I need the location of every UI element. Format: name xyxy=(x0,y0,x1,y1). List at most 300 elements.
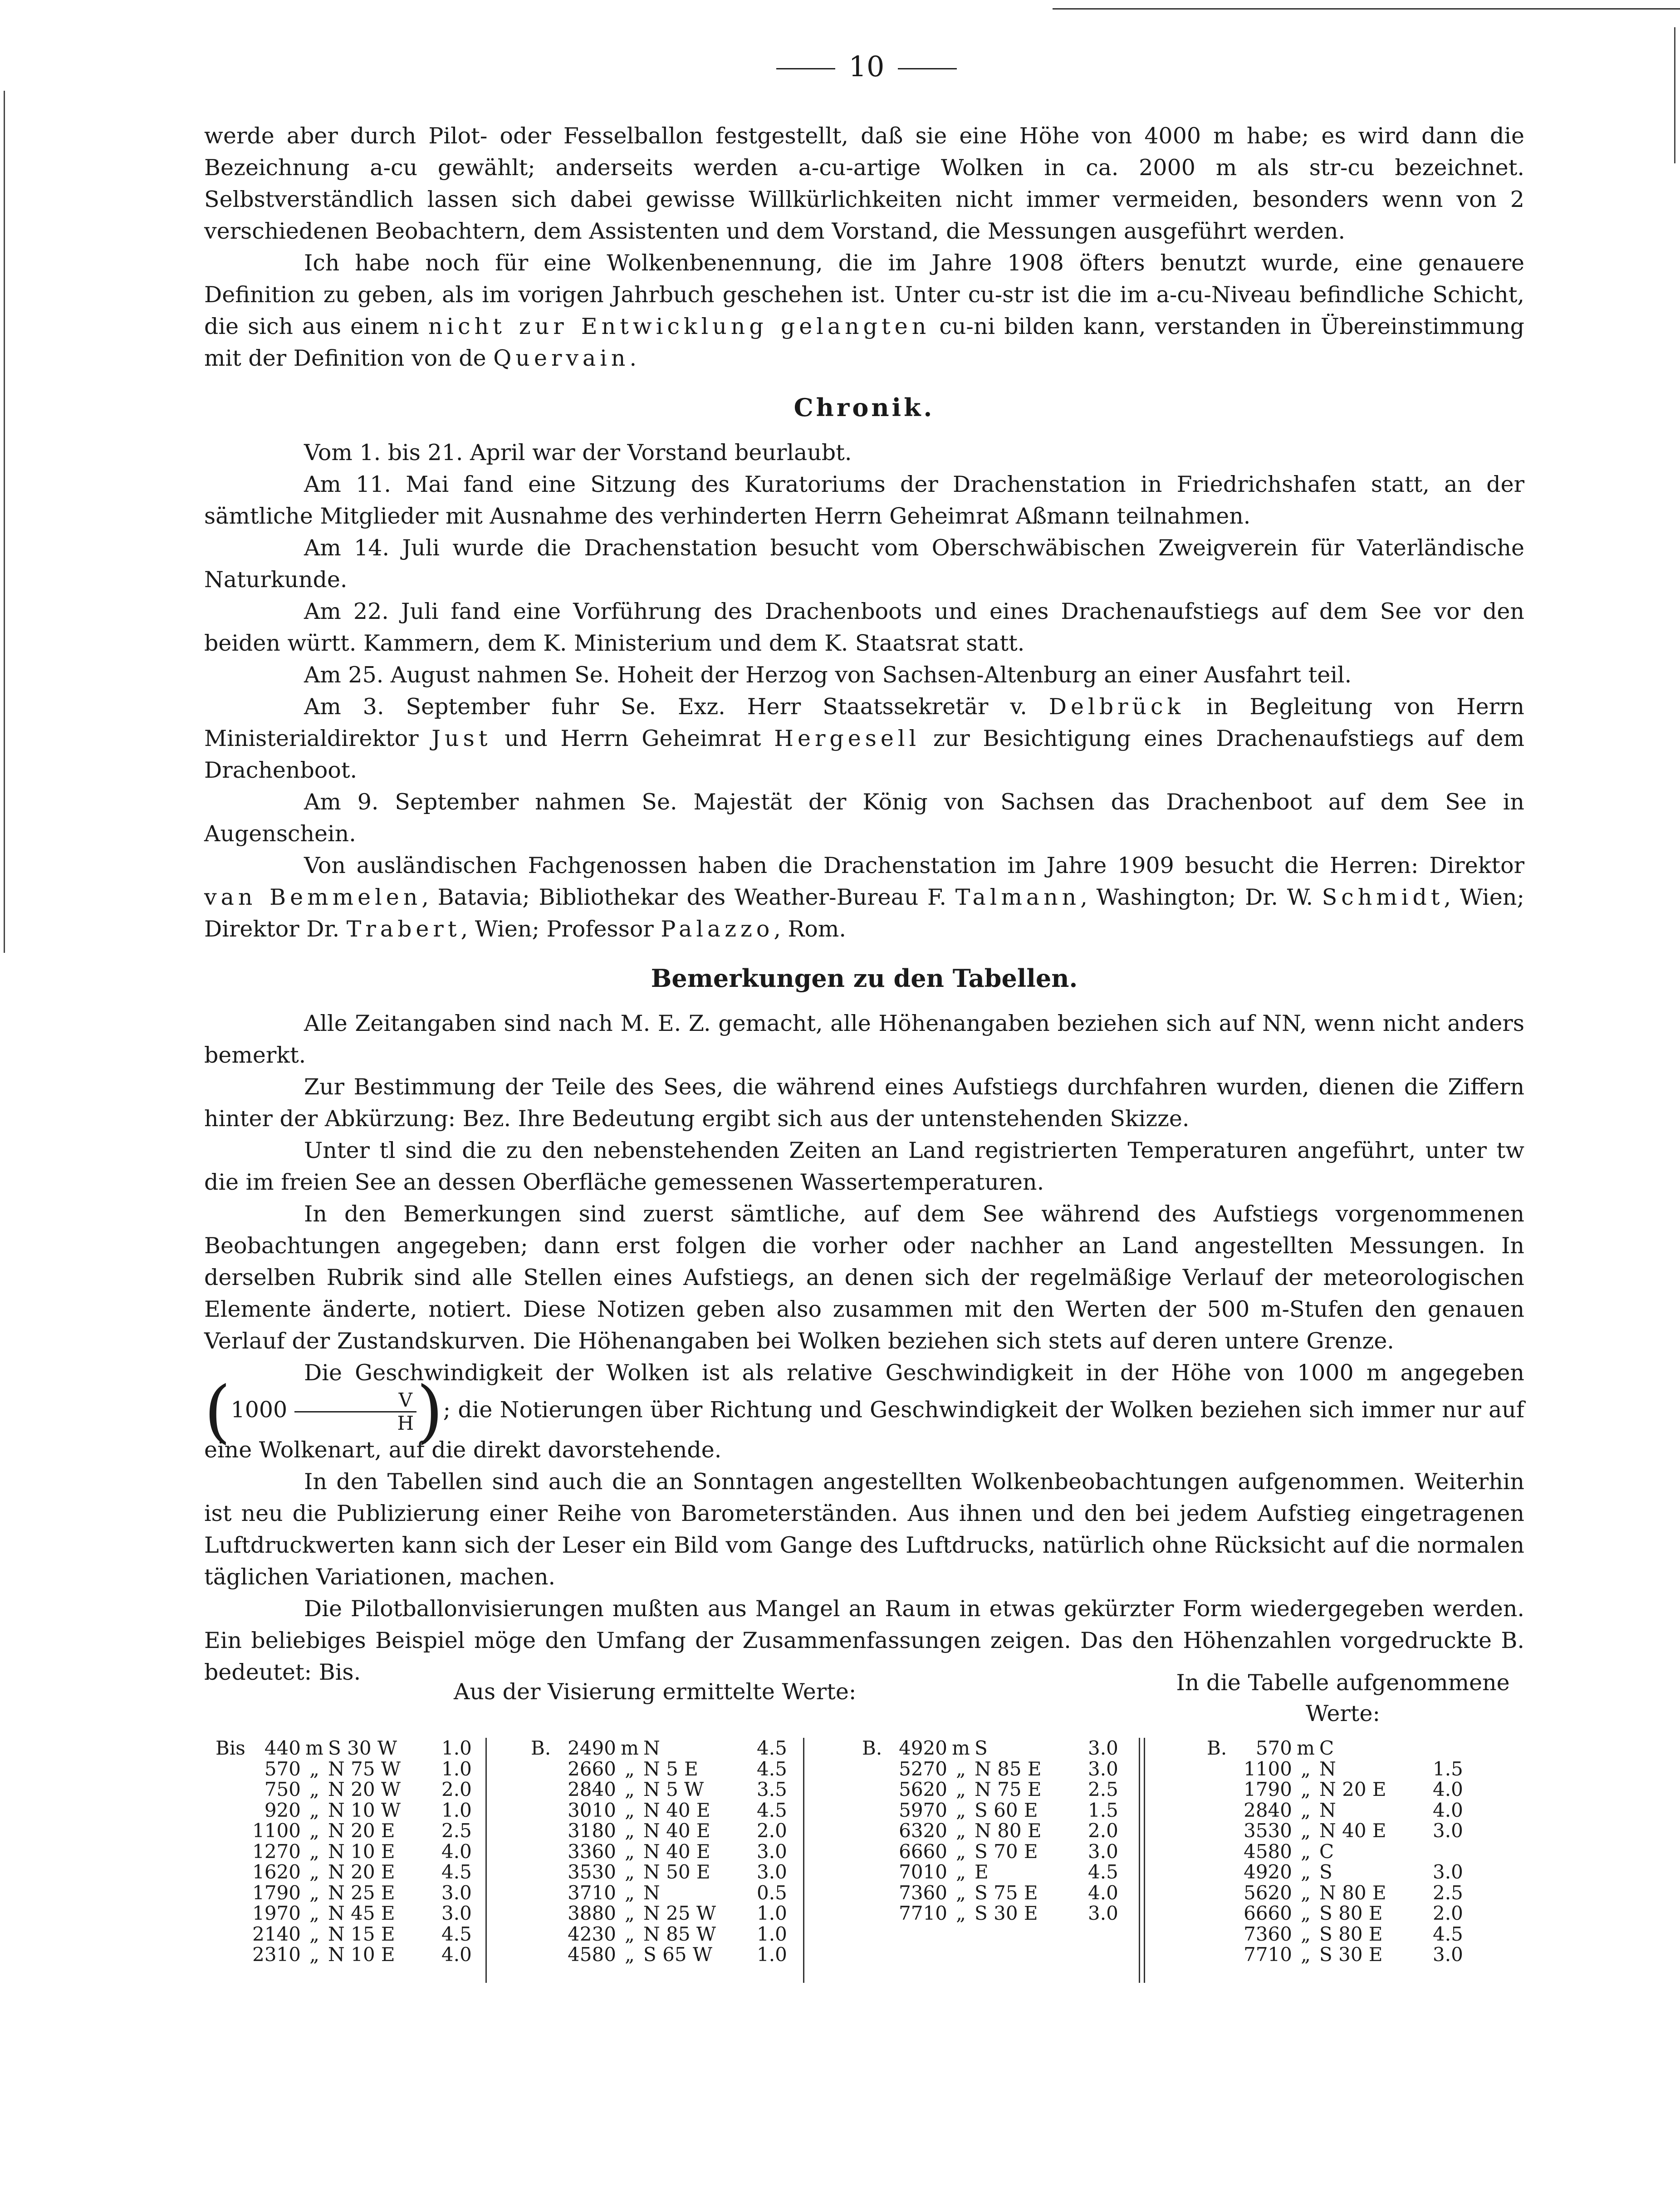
height-value: 7360 xyxy=(899,1881,947,1904)
direction-value: S 70 E xyxy=(975,1840,1038,1863)
height-value: 1100 xyxy=(1244,1757,1292,1780)
unit-mark: „ xyxy=(625,1922,635,1945)
height-value: 5620 xyxy=(1244,1881,1292,1904)
unit-mark: „ xyxy=(625,1840,635,1863)
chronik-p8-name-2: Talmann xyxy=(955,884,1081,910)
row-prefix xyxy=(216,1924,251,1945)
direction-value: N 40 E xyxy=(643,1799,710,1821)
unit-mark: „ xyxy=(1301,1943,1311,1966)
speed-value: 1.0 xyxy=(757,1922,787,1945)
column-separator-2 xyxy=(803,1738,804,1983)
height-value: 2490 xyxy=(568,1737,616,1759)
height-value: 3530 xyxy=(568,1861,616,1883)
row-prefix xyxy=(862,1903,897,1924)
direction-value: C xyxy=(1319,1840,1334,1863)
direction-value: N 5 E xyxy=(643,1757,698,1780)
chronik-p6-b: in Begleitung von Herrn Ministerialdirektor xyxy=(204,694,1524,751)
row-prefix xyxy=(862,1883,897,1903)
tabelle-title-line-2: Werte: xyxy=(1306,1701,1380,1726)
chronik-p8-name-5: Palazzo xyxy=(661,916,774,942)
table-row xyxy=(216,1944,487,1965)
direction-value: S 30 E xyxy=(1319,1943,1383,1966)
height-value: 4920 xyxy=(1244,1861,1292,1883)
intro-paragraph-2 xyxy=(204,247,1524,374)
table-row xyxy=(1207,1738,1478,1759)
unit-mark: „ xyxy=(1301,1840,1311,1863)
height-value: 3530 xyxy=(1244,1819,1292,1842)
bemerkungen-heading: Bemerkungen zu den Tabellen. xyxy=(651,964,1078,993)
table-row xyxy=(862,1738,1133,1759)
row-prefix xyxy=(531,1779,566,1800)
direction-value: N 40 E xyxy=(643,1840,710,1863)
row-prefix xyxy=(862,1779,897,1800)
unit-mark: „ xyxy=(956,1819,966,1842)
speed-value xyxy=(1433,1841,1478,1862)
speed-value xyxy=(1433,1738,1478,1759)
unit-mark: „ xyxy=(309,1861,319,1883)
direction-value: N 15 E xyxy=(328,1922,395,1945)
unit-mark: „ xyxy=(309,1943,319,1966)
main-text xyxy=(204,120,1524,1688)
speed-value: 1.0 xyxy=(441,1757,472,1780)
height-value: 1790 xyxy=(252,1881,301,1904)
table-row xyxy=(216,1738,487,1759)
speed-value: 3.0 xyxy=(757,1840,787,1863)
speed-value: 3.0 xyxy=(1088,1902,1118,1924)
speed-value: 3.0 xyxy=(1088,1757,1118,1780)
direction-value: S 75 E xyxy=(975,1881,1038,1904)
height-value: 5970 xyxy=(899,1799,947,1821)
speed-value: 1.0 xyxy=(757,1943,787,1966)
direction-value: N 5 W xyxy=(643,1778,704,1800)
chronik-p8-d: , Wien; Direktor Dr. xyxy=(204,884,1524,942)
speed-value: 3.0 xyxy=(1433,1819,1463,1842)
unit-mark: m xyxy=(1297,1737,1315,1759)
unit-mark: „ xyxy=(956,1902,966,1924)
bemerkungen-paragraph-3: Unter tl sind die zu den nebenstehenden Zeiten an Land registrierten Temperaturen angeführt, unter tw die im freien See an dessen Oberfläche gemessenen Wassertemperaturen. xyxy=(204,1138,1524,1195)
row-prefix xyxy=(1207,1820,1242,1841)
chronik-p8-a: Von ausländischen Fachgenossen haben die Drachenstation im Jahre 1909 besucht die Herren: Direktor xyxy=(304,853,1524,878)
speed-value: 1.0 xyxy=(441,1799,472,1821)
direction-value: N 40 E xyxy=(643,1819,710,1842)
speed-value: 2.5 xyxy=(1088,1778,1118,1800)
unit-mark: „ xyxy=(309,1881,319,1904)
direction-value: N xyxy=(643,1737,660,1759)
height-value: 3360 xyxy=(568,1840,616,1863)
unit-mark: „ xyxy=(309,1902,319,1924)
direction-value: S 30 E xyxy=(975,1902,1038,1924)
row-prefix xyxy=(531,1924,566,1945)
height-value: 4230 xyxy=(568,1922,616,1945)
bemerkungen-p5-b: ; die Notierungen über Richtung und Geschwindigkeit der Wolken beziehen sich immer nur auf eine Wolkenart, auf die direkt davorstehende. xyxy=(204,1397,1525,1463)
unit-mark: „ xyxy=(309,1819,319,1842)
unit-mark: „ xyxy=(1301,1922,1311,1945)
speed-value: 2.0 xyxy=(1088,1819,1118,1842)
unit-mark: „ xyxy=(625,1902,635,1924)
table-row xyxy=(862,1841,1133,1862)
unit-mark: „ xyxy=(956,1757,966,1780)
height-value: 440 xyxy=(264,1737,301,1759)
direction-value: N 45 E xyxy=(328,1902,395,1924)
chronik-paragraph-4: Am 22. Juli fand eine Vorführung des Drachenboots und eines Drachenaufstiegs auf dem See vor den beiden württ. Kammern, dem K. Ministerium und dem K. Staatsrat statt. xyxy=(204,598,1524,656)
table-row xyxy=(216,1924,487,1945)
intro-p2-spaced: nicht zur Entwicklung gelangten xyxy=(428,314,931,339)
speed-value: 2.5 xyxy=(441,1819,472,1842)
height-value: 750 xyxy=(264,1778,301,1800)
row-prefix xyxy=(1207,1903,1242,1924)
speed-value: 3.0 xyxy=(757,1861,787,1883)
header-dash-right xyxy=(898,68,957,69)
unit-mark: „ xyxy=(309,1922,319,1945)
speed-value: 4.0 xyxy=(1433,1778,1463,1800)
height-value: 1620 xyxy=(252,1861,301,1883)
row-prefix xyxy=(531,1841,566,1862)
direction-value: S xyxy=(975,1737,988,1759)
table-row xyxy=(531,1883,802,1903)
height-value: 920 xyxy=(264,1799,301,1821)
unit-mark: „ xyxy=(956,1881,966,1904)
tabelle-title-line-1: In die Tabelle aufgenommene xyxy=(1176,1670,1510,1696)
height-value: 2140 xyxy=(252,1922,301,1945)
visierung-column-1 xyxy=(216,1738,487,1965)
table-row xyxy=(1207,1944,1478,1965)
page-number: 10 xyxy=(848,50,885,83)
visierung-column-3 xyxy=(862,1738,1133,1924)
direction-value: S 60 E xyxy=(975,1799,1038,1821)
direction-value: N xyxy=(1319,1757,1336,1780)
page-number-header xyxy=(753,50,980,83)
direction-value: C xyxy=(1319,1737,1334,1759)
table-row xyxy=(216,1779,487,1800)
row-prefix xyxy=(531,1759,566,1780)
column-separator-3 xyxy=(1139,1738,1145,1983)
direction-value: N xyxy=(643,1881,660,1904)
chronik-p8-f: , Rom. xyxy=(774,916,846,942)
speed-value: 4.5 xyxy=(757,1737,787,1759)
unit-mark: „ xyxy=(625,1881,635,1904)
unit-mark: „ xyxy=(625,1943,635,1966)
speed-value: 2.0 xyxy=(1433,1902,1463,1924)
speed-value: 3.0 xyxy=(1433,1861,1463,1883)
direction-value: N xyxy=(1319,1799,1336,1821)
direction-value: N 85 E xyxy=(975,1757,1042,1780)
height-value: 6660 xyxy=(899,1840,947,1863)
table-row xyxy=(531,1841,802,1862)
row-prefix xyxy=(862,1841,897,1862)
height-value: 570 xyxy=(1255,1737,1292,1759)
chronik-p6-name-1: Delbrück xyxy=(1048,694,1185,720)
table-row xyxy=(1207,1820,1478,1841)
chronik-paragraph-7: Am 9. September nahmen Se. Majestät der König von Sachsen das Drachenboot auf dem See in Augenschein. xyxy=(204,789,1524,847)
chronik-p8-e: , Wien; Professor xyxy=(460,916,654,942)
direction-value: N 50 E xyxy=(643,1861,710,1883)
chronik-paragraph-2: Am 11. Mai fand eine Sitzung des Kuratoriums der Drachenstation in Friedrichshafen statt, an der sämtliche Mitglieder mit Ausnahme des verhinderten Herrn Geheimrat Aßmann teilnahmen. xyxy=(204,471,1524,529)
table-row xyxy=(862,1862,1133,1883)
row-prefix xyxy=(1207,1800,1242,1821)
height-value: 7710 xyxy=(1244,1943,1292,1966)
table-row xyxy=(531,1800,802,1821)
height-value: 4580 xyxy=(568,1943,616,1966)
row-prefix xyxy=(216,1800,251,1821)
height-value: 2660 xyxy=(568,1757,616,1780)
row-prefix xyxy=(1207,1883,1242,1903)
row-prefix xyxy=(531,1862,566,1883)
height-value: 2310 xyxy=(252,1943,301,1966)
chronik-p6-name-2: Just xyxy=(431,726,492,751)
row-prefix xyxy=(216,1841,251,1862)
row-prefix xyxy=(531,1883,566,1903)
chronik-p6-a: Am 3. September fuhr Se. Exz. Herr Staatssekretär v. xyxy=(304,694,1027,720)
row-prefix xyxy=(1207,1779,1242,1800)
speed-value: 3.0 xyxy=(1088,1840,1118,1863)
table-row xyxy=(862,1779,1133,1800)
visierung-title: Aus der Visierung ermittelte Werte: xyxy=(454,1679,857,1705)
unit-mark: „ xyxy=(1301,1757,1311,1780)
top-rule xyxy=(1053,8,1680,10)
velocity-fraction xyxy=(294,1389,416,1434)
unit-mark: m xyxy=(621,1737,639,1759)
unit-mark: „ xyxy=(625,1799,635,1821)
table-row xyxy=(531,1759,802,1780)
direction-value: N 80 E xyxy=(975,1819,1042,1842)
speed-value: 2.0 xyxy=(441,1778,472,1800)
column-separator-1 xyxy=(485,1738,487,1983)
speed-value: 3.0 xyxy=(441,1902,472,1924)
chronik-p8-b: , Batavia; Bibliothekar des Weather-Bureau F. xyxy=(421,884,946,910)
direction-value: S 30 W xyxy=(328,1737,397,1759)
direction-value: N 85 W xyxy=(643,1922,716,1945)
table-row xyxy=(216,1903,487,1924)
row-prefix xyxy=(531,1944,566,1965)
height-value: 3710 xyxy=(568,1881,616,1904)
speed-value: 4.5 xyxy=(1088,1861,1118,1883)
row-prefix xyxy=(216,1820,251,1841)
row-prefix xyxy=(216,1759,251,1780)
height-value: 4580 xyxy=(1244,1840,1292,1863)
speed-value: 3.0 xyxy=(1433,1943,1463,1966)
row-prefix: B. xyxy=(862,1737,882,1759)
direction-value: N 75 E xyxy=(975,1778,1042,1800)
height-value: 1100 xyxy=(252,1819,301,1842)
chronik-heading: Chronik. xyxy=(793,393,935,422)
table-row xyxy=(1207,1759,1478,1780)
table-row xyxy=(216,1883,487,1903)
bemerkungen-paragraph-7: Die Pilotballonvisierungen mußten aus Mangel an Raum in etwas gekürzter Form wiedergegeben werden. Ein beliebiges Beispiel möge den Umfang der Zusammenfassungen zeigen. Das den Höhenzahlen vorgedruckte B. bedeutet: Bis. xyxy=(204,1596,1524,1685)
table-row xyxy=(862,1759,1133,1780)
height-value: 1270 xyxy=(252,1840,301,1863)
unit-mark: „ xyxy=(309,1757,319,1780)
unit-mark: „ xyxy=(956,1799,966,1821)
table-row xyxy=(862,1883,1133,1903)
direction-value: N 10 E xyxy=(328,1840,395,1863)
visierung-column-2 xyxy=(531,1738,802,1965)
height-value: 2840 xyxy=(1244,1799,1292,1821)
table-row xyxy=(531,1903,802,1924)
row-prefix xyxy=(1207,1759,1242,1780)
speed-value: 2.5 xyxy=(1433,1881,1463,1904)
speed-value: 3.5 xyxy=(757,1778,787,1800)
row-prefix: B. xyxy=(531,1737,551,1759)
speed-value: 4.5 xyxy=(441,1922,472,1945)
formula-number: 1000 xyxy=(230,1397,288,1423)
row-prefix xyxy=(531,1903,566,1924)
height-value: 570 xyxy=(264,1757,301,1780)
table-row xyxy=(862,1820,1133,1841)
speed-value: 0.5 xyxy=(757,1881,787,1904)
height-value: 6320 xyxy=(899,1819,947,1842)
table-row xyxy=(862,1800,1133,1821)
direction-value: N 10 E xyxy=(328,1943,395,1966)
unit-mark: „ xyxy=(625,1778,635,1800)
row-prefix xyxy=(862,1800,897,1821)
row-prefix xyxy=(531,1800,566,1821)
chronik-paragraph-6 xyxy=(204,691,1524,786)
unit-mark: „ xyxy=(1301,1778,1311,1800)
unit-mark: „ xyxy=(625,1861,635,1883)
header-dash-left xyxy=(776,68,835,69)
table-row xyxy=(531,1738,802,1759)
unit-mark: „ xyxy=(309,1840,319,1863)
table-row xyxy=(1207,1841,1478,1862)
row-prefix xyxy=(862,1862,897,1883)
row-prefix xyxy=(531,1820,566,1841)
table-row xyxy=(531,1924,802,1945)
unit-mark: „ xyxy=(956,1778,966,1800)
table-row xyxy=(531,1944,802,1965)
row-prefix xyxy=(216,1883,251,1903)
unit-mark: „ xyxy=(956,1861,966,1883)
row-prefix xyxy=(1207,1862,1242,1883)
unit-mark: „ xyxy=(1301,1819,1311,1842)
height-value: 7360 xyxy=(1244,1922,1292,1945)
direction-value: N 20 E xyxy=(1319,1778,1386,1800)
table-row xyxy=(216,1841,487,1862)
row-prefix xyxy=(1207,1841,1242,1862)
height-value: 3010 xyxy=(568,1799,616,1821)
table-row xyxy=(1207,1903,1478,1924)
speed-value: 2.0 xyxy=(757,1819,787,1842)
table-row xyxy=(1207,1862,1478,1883)
bemerkungen-paragraph-2: Zur Bestimmung der Teile des Sees, die während eines Aufstiegs durchfahren wurden, dienen die Ziffern hinter der Abkürzung: Bez. Ihre Bedeutung ergibt sich aus der untenstehenden Skizze. xyxy=(204,1074,1524,1132)
speed-value: 1.0 xyxy=(757,1902,787,1924)
speed-value: 4.0 xyxy=(1433,1799,1463,1821)
unit-mark: „ xyxy=(309,1778,319,1800)
intro-p2-end: . xyxy=(629,345,637,371)
intro-p2-text-a: Ich habe noch für eine Wolkenbenennung, die im Jahre 1908 öfters benutzt wurde, eine genauere Definition zu geben, als im vorigen Jahrbuch geschehen ist. Unter cu-str ist die im a-cu-Niveau befindliche Schicht, die sich aus einem xyxy=(204,250,1524,339)
table-row xyxy=(216,1862,487,1883)
speed-value: 1.5 xyxy=(1433,1757,1463,1780)
speed-value: 4.5 xyxy=(757,1757,787,1780)
table-row xyxy=(862,1903,1133,1924)
unit-mark: „ xyxy=(1301,1799,1311,1821)
table-row xyxy=(1207,1800,1478,1821)
direction-value: N 75 W xyxy=(328,1757,401,1780)
unit-mark: m xyxy=(952,1737,970,1759)
chronik-paragraph-8 xyxy=(204,850,1524,945)
height-value: 6660 xyxy=(1244,1902,1292,1924)
unit-mark: „ xyxy=(625,1819,635,1842)
speed-value: 4.5 xyxy=(1433,1922,1463,1945)
chronik-p8-name-1: van Bemmelen xyxy=(204,884,422,910)
table-row xyxy=(1207,1883,1478,1903)
unit-mark: m xyxy=(305,1737,323,1759)
right-edge-rule xyxy=(1674,27,1675,163)
direction-value: E xyxy=(975,1861,989,1883)
bemerkungen-paragraph-1: Alle Zeitangaben sind nach M. E. Z. gemacht, alle Höhenangaben beziehen sich auf NN, wenn nicht anders bemerkt. xyxy=(204,1010,1524,1068)
unit-mark: „ xyxy=(309,1799,319,1821)
chronik-p6-c: und Herrn Geheimrat xyxy=(504,726,761,751)
height-value: 7010 xyxy=(899,1861,947,1883)
direction-value: N 25 W xyxy=(643,1902,716,1924)
intro-p2-name: Quervain xyxy=(493,345,630,371)
direction-value: S 80 E xyxy=(1319,1902,1383,1924)
bemerkungen-p5-a: Die Geschwindigkeit der Wolken ist als relative Geschwindigkeit in der Höhe von 1000 m angegeben xyxy=(304,1360,1524,1386)
direction-value: N 80 E xyxy=(1319,1881,1386,1904)
row-prefix xyxy=(216,1944,251,1965)
height-value: 1970 xyxy=(252,1902,301,1924)
speed-value: 4.0 xyxy=(441,1943,472,1966)
unit-mark: „ xyxy=(1301,1902,1311,1924)
height-value: 1790 xyxy=(1244,1778,1292,1800)
row-prefix xyxy=(862,1759,897,1780)
direction-value: N 20 E xyxy=(328,1861,395,1883)
bemerkungen-paragraph-6: In den Tabellen sind auch die an Sonntagen angestellten Wolkenbeobachtungen aufgenommen. Weiterhin ist neu die Publizierung einer Reihe von Barometerständen. Aus ihnen und den bei jedem Aufstieg eingetragenen Luftdruckwerten kann sich der Leser ein Bild vom Gange des Luftdrucks, natürlich ohne Rücksicht auf die normalen täglichen Variationen, machen. xyxy=(204,1469,1524,1590)
direction-value: N 40 E xyxy=(1319,1819,1386,1842)
table-row xyxy=(1207,1924,1478,1945)
unit-mark: „ xyxy=(1301,1861,1311,1883)
row-prefix xyxy=(216,1862,251,1883)
direction-value: N 25 E xyxy=(328,1881,395,1904)
fraction-numerator: V xyxy=(294,1389,416,1412)
tabelle-title xyxy=(1161,1667,1524,1729)
direction-value: N 20 W xyxy=(328,1778,401,1800)
chronik-p8-c: , Washington; Dr. W. xyxy=(1080,884,1313,910)
height-value: 2840 xyxy=(568,1778,616,1800)
bemerkungen-paragraph-4: In den Bemerkungen sind zuerst sämtliche, auf dem See während des Aufstiegs vorgenommenen Beobachtungen angegeben; dann erst folgen die vorher oder nachher an Land angestellten Messungen. In derselben Rubrik sind alle Stellen eines Aufstiegs, an denen sich der regelmäßige Verlauf der meteorologischen Elemente änderte, notiert. Diese Notizen geben also zusammen mit den Werten der 500 m-Stufen den genauen Verlauf der Zustandskurven. Die Höhenangaben bei Wolken beziehen sich stets auf deren untere Grenze. xyxy=(204,1201,1524,1354)
formula-paren-close: ) xyxy=(416,1372,443,1451)
height-value: 4920 xyxy=(899,1737,947,1759)
height-value: 7710 xyxy=(899,1902,947,1924)
height-value: 5270 xyxy=(899,1757,947,1780)
height-value: 5620 xyxy=(899,1778,947,1800)
speed-value: 4.0 xyxy=(1088,1881,1118,1904)
chronik-paragraph-1: Vom 1. bis 21. April war der Vorstand beurlaubt. xyxy=(304,440,852,466)
tabelle-column xyxy=(1207,1738,1478,1965)
table-row xyxy=(531,1862,802,1883)
direction-value: S 80 E xyxy=(1319,1922,1383,1945)
formula-paren-open: ( xyxy=(204,1372,231,1451)
intro-p2-text-b: cu-ni bilden kann, verstanden in Übereinstimmung mit der Definition von de xyxy=(204,314,1524,371)
table-row xyxy=(216,1800,487,1821)
direction-value: S xyxy=(1319,1861,1332,1883)
speed-value: 4.0 xyxy=(441,1840,472,1863)
bemerkungen-paragraph-5 xyxy=(204,1357,1524,1466)
direction-value: S 65 W xyxy=(643,1943,713,1966)
direction-value: N 10 W xyxy=(328,1799,401,1821)
unit-mark: „ xyxy=(1301,1881,1311,1904)
height-value: 3180 xyxy=(568,1819,616,1842)
speed-value: 4.5 xyxy=(757,1799,787,1821)
chronik-paragraph-5: Am 25. August nahmen Se. Hoheit der Herzog von Sachsen-Altenburg an einer Ausfahrt teil. xyxy=(304,662,1352,688)
table-row xyxy=(216,1759,487,1780)
chronik-p8-name-4: Trabert xyxy=(346,916,461,942)
intro-paragraph-1: werde aber durch Pilot- oder Fesselballon festgestellt, daß sie eine Höhe von 4000 m habe; es wird dann die Bezeichnung a-cu gewählt; anderseits werden a-cu-artige Wolken in ca. 2000 m als str-cu bezeichnet. Selbstverständlich lassen sich dabei gewisse Willkürlichkeiten nicht immer vermeiden, besonders wenn von 2 verschiedenen Beobachtern, dem Assistenten und dem Vorstand, die Messungen ausgeführt werden. xyxy=(204,123,1524,244)
speed-value: 1.5 xyxy=(1088,1799,1118,1821)
table-row xyxy=(216,1820,487,1841)
direction-value: N 20 E xyxy=(328,1819,395,1842)
row-prefix: Bis xyxy=(216,1737,245,1759)
speed-value: 4.5 xyxy=(441,1861,472,1883)
